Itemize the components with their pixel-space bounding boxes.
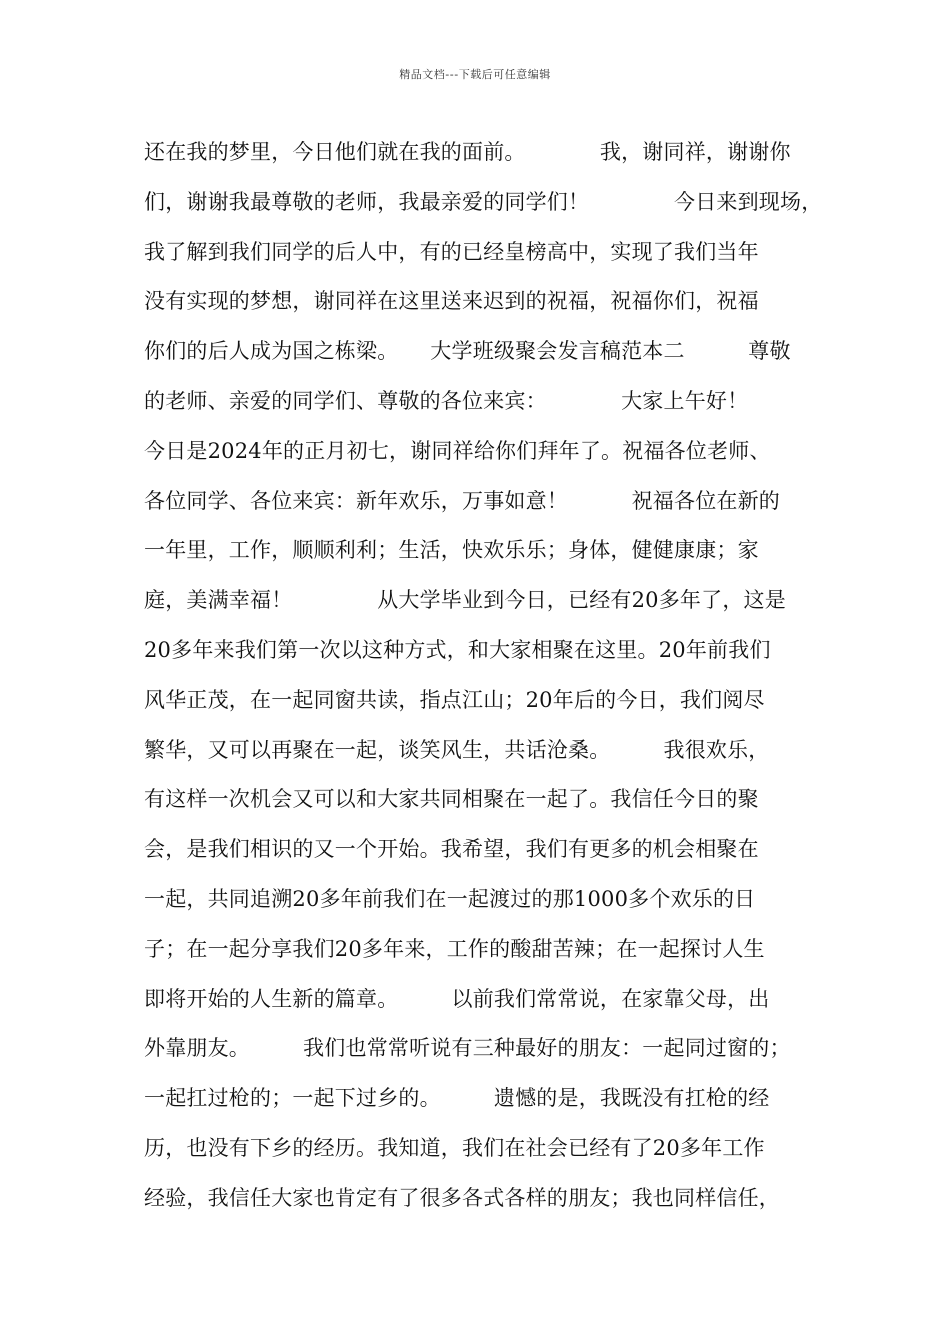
text-line: 一年里，工作，顺顺利利；生活，快欢乐乐；身体，健健康康；家 [144, 538, 759, 563]
text-line: 我了解到我们同学的后人中，有的已经皇榜高中，实现了我们当年 [144, 239, 759, 264]
text-line: 没有实现的梦想，谢同祥在这里送来迟到的祝福，祝福你们，祝福 [144, 289, 759, 314]
text-line: 子；在一起分享我们20多年来，工作的酸甜苦辣；在一起探讨人生 [144, 936, 765, 961]
text-line: 即将开始的人生新的篇章。 以前我们常常说，在家靠父母，出 [144, 986, 770, 1011]
text-line: 会，是我们相识的又一个开始。我希望，我们有更多的机会相聚在 [144, 837, 759, 862]
page-header: 精品文档---下载后可任意编辑 [399, 68, 551, 81]
text-line: 一起扛过枪的；一起下过乡的。 遗憾的是，我既没有扛枪的经 [144, 1086, 770, 1111]
text-line: 各位同学、各位来宾：新年欢乐，万事如意！ 祝福各位在新的 [144, 488, 780, 513]
text-line: 一起，共同追溯20多年前我们在一起渡过的那1000多个欢乐的日 [144, 886, 756, 911]
text-line: 20多年来我们第一次以这种方式，和大家相聚在这里。20年前我们 [144, 637, 771, 662]
text-line: 外靠朋友。 我们也常常听说有三种最好的朋友：一起同过窗的； [144, 1036, 791, 1061]
text-line: 你们的后人成为国之栋梁。 大学班级聚会发言稿范本二 尊敬 [144, 339, 791, 364]
document-body [144, 133, 824, 1229]
text-line: 庭，美满幸福！ 从大学毕业到今日，已经有20多年了，这是 [144, 588, 786, 613]
text-line: 今日是2024年的正月初七，谢同祥给你们拜年了。祝福各位老师、 [144, 438, 771, 463]
text-line: 们，谢谢我最尊敬的老师，我最亲爱的同学们！ 今日来到现场， [144, 189, 823, 214]
text-line: 还在我的梦里，今日他们就在我的面前。 我，谢同祥，谢谢你 [144, 140, 791, 164]
text-line: 历，也没有下乡的经历。我知道，我们在社会已经有了20多年工作 [144, 1135, 765, 1160]
text-line: 风华正茂，在一起同窗共读，指点江山；20年后的今日，我们阅尽 [144, 687, 765, 712]
text-line: 繁华，又可以再聚在一起，谈笑风生，共话沧桑。 我很欢乐， [144, 737, 770, 762]
text-line: 有这样一次机会又可以和大家共同相聚在一起了。我信任今日的聚 [144, 787, 759, 812]
text-line: 的老师、亲爱的同学们、尊敬的各位来宾： 大家上午好！ [144, 388, 749, 413]
text-line: 经验，我信任大家也肯定有了很多各式各样的朋友；我也同样信任， [144, 1185, 780, 1210]
